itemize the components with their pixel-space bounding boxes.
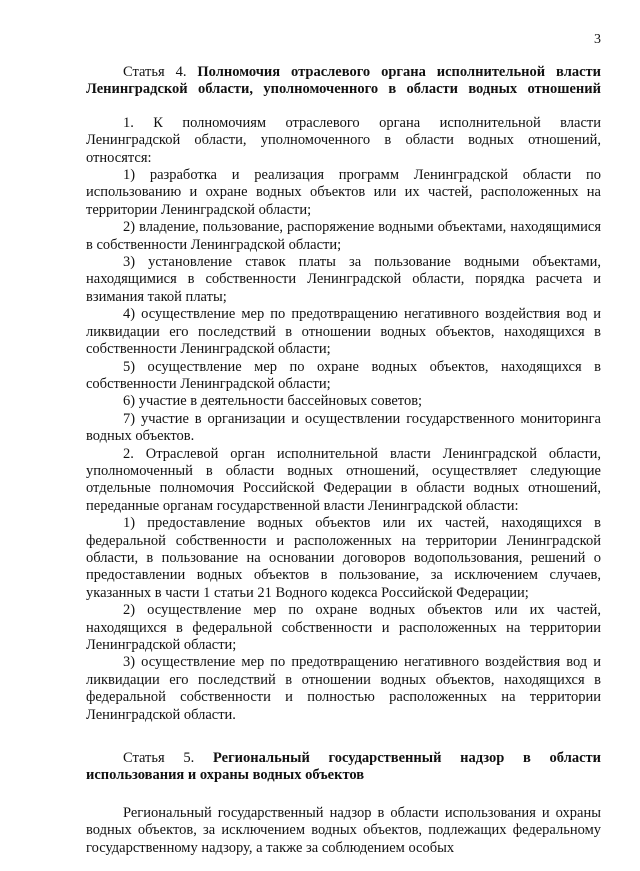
document-body <box>86 64 601 857</box>
article-4-label: Статья 4. <box>123 64 187 80</box>
article-4-title: Полномочия отраслевого органа исполнительной власти Ленинградской области, уполномоченного в области водных отношений <box>86 64 601 98</box>
list-item: 3) осуществление мер по предотвращению негативного воздействия вод и ликвидации его последствий в отношении водных объектов, находящихся в федеральной собственности и полностью расположенных на территории Ленинградской области. <box>86 654 601 723</box>
list-item: 2) владение, пользование, распоряжение водными объектами, находящимися в собственности Ленинградской области; <box>86 219 601 253</box>
list-item: 5) осуществление мер по охране водных объектов, находящихся в собственности Ленинградской области; <box>86 358 601 392</box>
page-number: 3 <box>594 32 601 47</box>
list-item: 7) участие в организации и осуществлении государственного мониторинга водных объектов. <box>86 410 601 445</box>
list-item: 3) установление ставок платы за пользование водными объектами, находящимися в собственности Ленинградской области, порядка расчета и взимания такой платы; <box>86 254 601 305</box>
article-5-heading <box>86 750 601 785</box>
article-4-heading <box>86 64 601 99</box>
article-5-label: Статья 5. <box>123 750 195 767</box>
list-item: 4) осуществление мер по предотвращению негативного воздействия вод и ликвидации его последствий в отношении водных объектов, находящихся в собственности Ленинградской области; <box>86 306 601 358</box>
paragraph: 2. Отраслевой орган исполнительной власти Ленинградской области, уполномоченный в области водных отношений, осуществляет следующие отдельные полномочия Российской Федерации в области водных отношений, переданные органам государственной власти Ленинградской области: <box>86 445 601 514</box>
list-item: 2) осуществление мер по охране водных объектов или их частей, находящихся в федеральной собственности и расположенных на территории Ленинградской области; <box>86 602 601 653</box>
list-item: 6) участие в деятельности бассейновых советов; <box>123 393 423 410</box>
list-item: 1) разработка и реализация программ Ленинградской области по использованию и охране водных объектов или их частей, расположенных на территории Ленинградской области; <box>86 167 601 218</box>
article-5-title: Региональный государственный надзор в области использования и охраны водных объектов <box>86 750 601 784</box>
paragraph: 1. К полномочиям отраслевого органа исполнительной власти Ленинградской области, уполномоченного в области водных отношений, относятся: <box>86 114 601 166</box>
list-item: 1) предоставление водных объектов или их частей, находящихся в федеральной собственности и расположенных на территории Ленинградской области, в пользование на основании договоров водопользования, решений о предоставлении водных объектов в пользование, за исключением случаев, указанных в части 1 статьи 21 Водного кодекса Российской Федерации; <box>86 515 601 601</box>
paragraph: Региональный государственный надзор в области использования и охраны водных объектов, за исключением водных объектов, подлежащих федеральному государственному надзору, а также за соблюдением особых <box>86 804 601 856</box>
